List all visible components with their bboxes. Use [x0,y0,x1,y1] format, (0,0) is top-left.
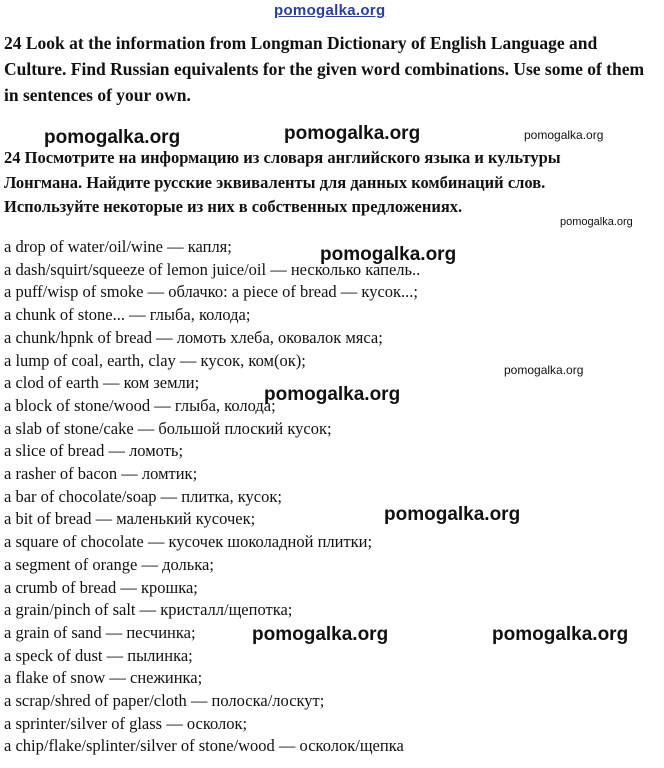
word-combinations-list [4,236,660,758]
list-item: a block of stone/wood — глыба, колода; [4,395,276,415]
watermark: pomogalka.org [560,216,633,228]
list-item: a clod of earth — ком земли; [4,373,200,393]
watermark: pomogalka.org [384,504,521,525]
list-item: a puff/wisp of smoke — облачко: a piece of bread — кусок...; [4,282,419,302]
list-item: a grain of sand — песчинка; [4,622,196,642]
list-item: a speck of dust — пылинка; [4,645,193,665]
watermark: pomogalka.org [492,624,629,645]
watermark: pomogalka.org [284,123,421,144]
list-item: a bar of chocolate/soap — плитка, кусок; [4,486,282,506]
list-item: a dash/squirt/squeeze of lemon juice/oil — несколько капель.. [4,259,421,279]
list-item: a square of chocolate — кусочек шоколадной плитки; [4,532,373,552]
watermark: pomogalka.org [504,363,584,377]
list-item: a drop of water/oil/wine — капля; [4,237,232,256]
list-item: a rasher of bacon — ломтик; [4,464,198,484]
task-heading-english: 24 Look at the information from Longman Dictionary of English Language and Culture. Find Russian equivalents for the given word combinations. Use some of them in sentences of your own. [4,33,645,105]
list-item: a sprinter/silver of glass — осколок; [4,713,248,733]
list-item: a slice of bread — ломоть; [4,441,184,461]
list-item: a segment of orange — долька; [4,554,214,574]
list-item: a lump of coal, earth, clay — кусок, ком(ок); [4,350,306,370]
list-item: a chunk/hpnk of bread — ломоть хлеба, оковалок мяса; [4,327,383,347]
watermark: pomogalka.org [264,384,401,405]
list-item: a flake of snow — снежинка; [4,668,203,688]
list-item: a chip/flake/splinter/silver of stone/wood — осколок/щепка [4,736,404,756]
list-item: a slab of stone/cake — большой плоский кусок; [4,418,332,438]
list-item: a grain/pinch of salt — кристалл/щепотка; [4,600,293,620]
list-item: a scrap/shred of paper/cloth — полоска/лоскут; [4,691,325,711]
list-item: a bit of bread — маленький кусочек; [4,509,256,529]
watermark: pomogalka.org [320,244,457,265]
watermark: pomogalka.org [524,128,604,142]
task-heading-russian: 24 Посмотрите на информацию из словаря английского языка и культуры Лонгмана. Найдите русские эквиваленты для данных комбинаций слов. Используйте некоторые из них в собственных предложениях. [4,148,561,216]
list-item: a crumb of bread — крошка; [4,577,198,597]
watermark-top: pomogalka.org [274,2,386,19]
list-item: a chunk of stone... — глыба, колода; [4,305,251,325]
watermark: pomogalka.org [252,624,389,645]
watermark: pomogalka.org [44,127,181,148]
